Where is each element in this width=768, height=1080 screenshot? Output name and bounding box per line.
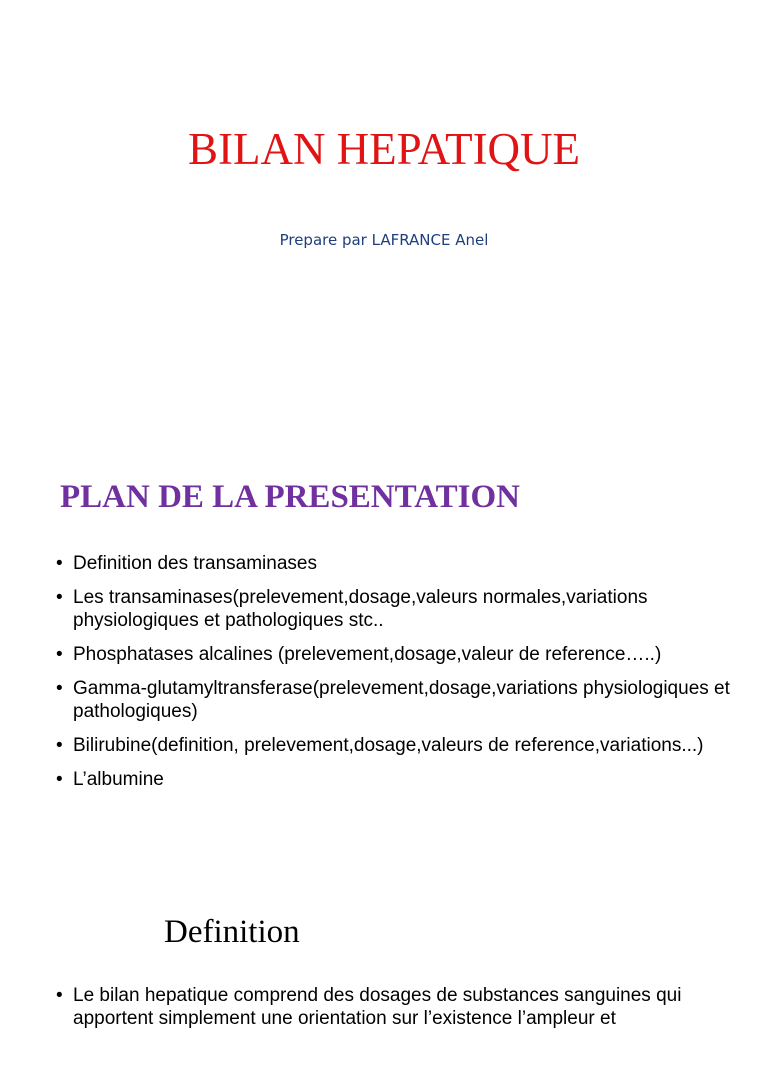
list-item [56, 552, 736, 575]
bullet-text: Le bilan hepatique comprend des dosages de substances sanguines qui apportent simplement une orientation sur l’existence l’ampleur et [73, 985, 682, 1029]
bullet-icon: • [56, 769, 63, 790]
list-item [56, 643, 736, 666]
definition-bullet-list [56, 984, 736, 1041]
bullet-icon: • [56, 678, 63, 699]
bullet-icon: • [56, 985, 63, 1006]
list-item [56, 734, 736, 757]
definition-title: Definition [164, 914, 300, 950]
plan-bullet-list [56, 552, 736, 802]
bullet-text: Definition des transaminases [73, 553, 317, 574]
definition-slide [0, 880, 768, 1080]
bullet-icon: • [56, 735, 63, 756]
presentation-title: BILAN HEPATIQUE [187, 124, 581, 174]
list-item [56, 677, 736, 723]
bullet-text: Phosphatases alcalines (prelevement,dosage,valeur de reference…..) [73, 644, 662, 665]
bullet-text: Bilirubine(definition, prelevement,dosage,valeurs de reference,variations...) [73, 735, 704, 756]
bullet-text: Les transaminases(prelevement,dosage,valeurs normales,variations physiologiques et pathologiques stc.. [73, 587, 648, 631]
bullet-icon: • [56, 587, 63, 608]
bullet-text: L’albumine [73, 769, 164, 790]
plan-slide [0, 440, 768, 860]
plan-title: PLAN DE LA PRESENTATION [60, 479, 520, 515]
title-slide [0, 0, 768, 420]
bullet-icon: • [56, 644, 63, 665]
presentation-subtitle: Prepare par LAFRANCE Anel [279, 231, 489, 249]
list-item [56, 768, 736, 791]
bullet-icon: • [56, 553, 63, 574]
bullet-text: Gamma-glutamyltransferase(prelevement,dosage,variations physiologiques et pathologiques) [73, 678, 730, 722]
list-item [56, 984, 736, 1030]
list-item [56, 586, 736, 632]
